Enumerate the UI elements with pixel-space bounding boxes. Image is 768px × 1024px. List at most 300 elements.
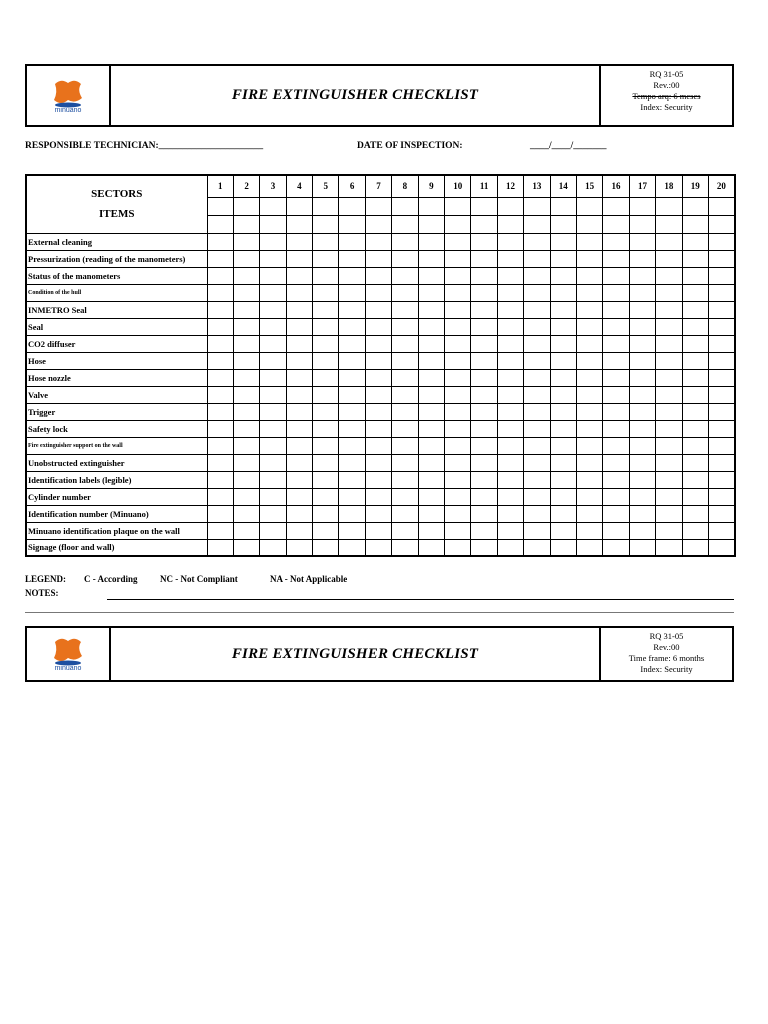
check-cell[interactable]: [629, 522, 655, 539]
check-cell[interactable]: [392, 250, 418, 267]
check-cell[interactable]: [339, 301, 365, 318]
notes-line[interactable]: [107, 599, 734, 600]
check-cell[interactable]: [524, 437, 550, 454]
sector-cell[interactable]: [550, 197, 576, 215]
check-cell[interactable]: [656, 318, 682, 335]
check-cell[interactable]: [682, 505, 708, 522]
check-cell[interactable]: [445, 488, 471, 505]
check-cell[interactable]: [656, 284, 682, 301]
check-cell[interactable]: [313, 318, 339, 335]
check-cell[interactable]: [418, 403, 444, 420]
check-cell[interactable]: [339, 403, 365, 420]
check-cell[interactable]: [576, 437, 602, 454]
check-cell[interactable]: [656, 471, 682, 488]
check-cell[interactable]: [365, 267, 391, 284]
check-cell[interactable]: [365, 233, 391, 250]
check-cell[interactable]: [286, 488, 312, 505]
check-cell[interactable]: [603, 403, 629, 420]
check-cell[interactable]: [497, 539, 523, 556]
check-cell[interactable]: [708, 488, 734, 505]
check-cell[interactable]: [313, 301, 339, 318]
check-cell[interactable]: [260, 420, 286, 437]
check-cell[interactable]: [418, 250, 444, 267]
sector-cell[interactable]: [471, 215, 497, 233]
check-cell[interactable]: [708, 437, 734, 454]
check-cell[interactable]: [629, 454, 655, 471]
check-cell[interactable]: [524, 318, 550, 335]
check-cell[interactable]: [286, 454, 312, 471]
check-cell[interactable]: [365, 437, 391, 454]
check-cell[interactable]: [260, 471, 286, 488]
check-cell[interactable]: [524, 284, 550, 301]
check-cell[interactable]: [260, 403, 286, 420]
check-cell[interactable]: [260, 505, 286, 522]
check-cell[interactable]: [524, 301, 550, 318]
check-cell[interactable]: [233, 471, 259, 488]
check-cell[interactable]: [313, 539, 339, 556]
check-cell[interactable]: [233, 335, 259, 352]
check-cell[interactable]: [603, 318, 629, 335]
check-cell[interactable]: [603, 335, 629, 352]
check-cell[interactable]: [313, 420, 339, 437]
check-cell[interactable]: [708, 233, 734, 250]
check-cell[interactable]: [656, 369, 682, 386]
check-cell[interactable]: [286, 335, 312, 352]
check-cell[interactable]: [524, 386, 550, 403]
check-cell[interactable]: [576, 539, 602, 556]
check-cell[interactable]: [445, 454, 471, 471]
sector-cell[interactable]: [497, 197, 523, 215]
check-cell[interactable]: [471, 403, 497, 420]
check-cell[interactable]: [286, 250, 312, 267]
check-cell[interactable]: [603, 267, 629, 284]
check-cell[interactable]: [603, 284, 629, 301]
check-cell[interactable]: [471, 522, 497, 539]
sector-cell[interactable]: [603, 197, 629, 215]
check-cell[interactable]: [418, 522, 444, 539]
check-cell[interactable]: [445, 403, 471, 420]
check-cell[interactable]: [207, 403, 233, 420]
check-cell[interactable]: [524, 505, 550, 522]
check-cell[interactable]: [471, 386, 497, 403]
check-cell[interactable]: [708, 369, 734, 386]
check-cell[interactable]: [418, 369, 444, 386]
technician-field[interactable]: RESPONSIBLE TECHNICIAN:______________________: [25, 141, 264, 151]
check-cell[interactable]: [392, 403, 418, 420]
check-cell[interactable]: [682, 403, 708, 420]
check-cell[interactable]: [286, 369, 312, 386]
check-cell[interactable]: [576, 420, 602, 437]
check-cell[interactable]: [603, 233, 629, 250]
check-cell[interactable]: [629, 233, 655, 250]
check-cell[interactable]: [445, 369, 471, 386]
check-cell[interactable]: [207, 420, 233, 437]
sector-cell[interactable]: [603, 215, 629, 233]
check-cell[interactable]: [313, 233, 339, 250]
check-cell[interactable]: [629, 386, 655, 403]
check-cell[interactable]: [576, 301, 602, 318]
check-cell[interactable]: [260, 250, 286, 267]
check-cell[interactable]: [339, 522, 365, 539]
sector-cell[interactable]: [207, 197, 233, 215]
check-cell[interactable]: [708, 403, 734, 420]
sector-cell[interactable]: [656, 197, 682, 215]
check-cell[interactable]: [656, 420, 682, 437]
check-cell[interactable]: [550, 284, 576, 301]
check-cell[interactable]: [576, 369, 602, 386]
sector-cell[interactable]: [682, 197, 708, 215]
check-cell[interactable]: [207, 505, 233, 522]
check-cell[interactable]: [392, 369, 418, 386]
check-cell[interactable]: [708, 420, 734, 437]
check-cell[interactable]: [313, 454, 339, 471]
check-cell[interactable]: [445, 267, 471, 284]
check-cell[interactable]: [524, 420, 550, 437]
check-cell[interactable]: [603, 420, 629, 437]
check-cell[interactable]: [603, 250, 629, 267]
check-cell[interactable]: [656, 352, 682, 369]
check-cell[interactable]: [418, 454, 444, 471]
check-cell[interactable]: [313, 267, 339, 284]
check-cell[interactable]: [576, 403, 602, 420]
check-cell[interactable]: [550, 386, 576, 403]
check-cell[interactable]: [339, 437, 365, 454]
sector-cell[interactable]: [497, 215, 523, 233]
check-cell[interactable]: [260, 233, 286, 250]
check-cell[interactable]: [445, 284, 471, 301]
sector-cell[interactable]: [418, 197, 444, 215]
check-cell[interactable]: [682, 522, 708, 539]
check-cell[interactable]: [313, 403, 339, 420]
sector-cell[interactable]: [629, 215, 655, 233]
check-cell[interactable]: [576, 488, 602, 505]
check-cell[interactable]: [445, 335, 471, 352]
check-cell[interactable]: [471, 335, 497, 352]
check-cell[interactable]: [497, 403, 523, 420]
check-cell[interactable]: [286, 437, 312, 454]
check-cell[interactable]: [418, 284, 444, 301]
check-cell[interactable]: [603, 539, 629, 556]
check-cell[interactable]: [550, 471, 576, 488]
check-cell[interactable]: [576, 352, 602, 369]
check-cell[interactable]: [524, 539, 550, 556]
check-cell[interactable]: [445, 522, 471, 539]
check-cell[interactable]: [524, 471, 550, 488]
check-cell[interactable]: [629, 301, 655, 318]
check-cell[interactable]: [207, 335, 233, 352]
check-cell[interactable]: [418, 267, 444, 284]
check-cell[interactable]: [576, 471, 602, 488]
check-cell[interactable]: [682, 250, 708, 267]
check-cell[interactable]: [524, 488, 550, 505]
sector-cell[interactable]: [233, 215, 259, 233]
check-cell[interactable]: [550, 505, 576, 522]
check-cell[interactable]: [497, 420, 523, 437]
check-cell[interactable]: [576, 386, 602, 403]
sector-cell[interactable]: [576, 197, 602, 215]
check-cell[interactable]: [629, 471, 655, 488]
check-cell[interactable]: [550, 539, 576, 556]
check-cell[interactable]: [418, 386, 444, 403]
check-cell[interactable]: [471, 454, 497, 471]
check-cell[interactable]: [576, 522, 602, 539]
check-cell[interactable]: [445, 437, 471, 454]
check-cell[interactable]: [708, 267, 734, 284]
check-cell[interactable]: [233, 437, 259, 454]
check-cell[interactable]: [365, 488, 391, 505]
check-cell[interactable]: [207, 233, 233, 250]
check-cell[interactable]: [286, 505, 312, 522]
check-cell[interactable]: [550, 250, 576, 267]
check-cell[interactable]: [445, 250, 471, 267]
check-cell[interactable]: [233, 454, 259, 471]
check-cell[interactable]: [286, 352, 312, 369]
check-cell[interactable]: [207, 301, 233, 318]
check-cell[interactable]: [497, 369, 523, 386]
check-cell[interactable]: [233, 488, 259, 505]
check-cell[interactable]: [682, 386, 708, 403]
check-cell[interactable]: [682, 369, 708, 386]
check-cell[interactable]: [576, 318, 602, 335]
sector-cell[interactable]: [629, 197, 655, 215]
sector-cell[interactable]: [550, 215, 576, 233]
check-cell[interactable]: [339, 488, 365, 505]
check-cell[interactable]: [392, 352, 418, 369]
check-cell[interactable]: [260, 335, 286, 352]
check-cell[interactable]: [392, 488, 418, 505]
sector-cell[interactable]: [445, 197, 471, 215]
check-cell[interactable]: [682, 335, 708, 352]
check-cell[interactable]: [233, 301, 259, 318]
check-cell[interactable]: [207, 267, 233, 284]
check-cell[interactable]: [365, 505, 391, 522]
check-cell[interactable]: [471, 505, 497, 522]
check-cell[interactable]: [365, 539, 391, 556]
sector-cell[interactable]: [365, 197, 391, 215]
check-cell[interactable]: [233, 420, 259, 437]
check-cell[interactable]: [286, 420, 312, 437]
check-cell[interactable]: [708, 352, 734, 369]
sector-cell[interactable]: [471, 197, 497, 215]
check-cell[interactable]: [207, 386, 233, 403]
check-cell[interactable]: [233, 403, 259, 420]
check-cell[interactable]: [576, 505, 602, 522]
check-cell[interactable]: [365, 284, 391, 301]
check-cell[interactable]: [286, 403, 312, 420]
check-cell[interactable]: [550, 267, 576, 284]
check-cell[interactable]: [550, 233, 576, 250]
check-cell[interactable]: [497, 284, 523, 301]
check-cell[interactable]: [365, 420, 391, 437]
sector-cell[interactable]: [260, 197, 286, 215]
check-cell[interactable]: [629, 267, 655, 284]
check-cell[interactable]: [339, 505, 365, 522]
check-cell[interactable]: [603, 369, 629, 386]
check-cell[interactable]: [576, 233, 602, 250]
check-cell[interactable]: [286, 284, 312, 301]
check-cell[interactable]: [656, 335, 682, 352]
check-cell[interactable]: [207, 539, 233, 556]
check-cell[interactable]: [339, 335, 365, 352]
check-cell[interactable]: [313, 488, 339, 505]
check-cell[interactable]: [471, 539, 497, 556]
check-cell[interactable]: [550, 352, 576, 369]
check-cell[interactable]: [471, 250, 497, 267]
check-cell[interactable]: [682, 420, 708, 437]
check-cell[interactable]: [629, 335, 655, 352]
check-cell[interactable]: [365, 335, 391, 352]
check-cell[interactable]: [629, 403, 655, 420]
check-cell[interactable]: [497, 301, 523, 318]
check-cell[interactable]: [365, 454, 391, 471]
check-cell[interactable]: [682, 301, 708, 318]
check-cell[interactable]: [550, 335, 576, 352]
sector-cell[interactable]: [524, 197, 550, 215]
check-cell[interactable]: [497, 250, 523, 267]
check-cell[interactable]: [418, 488, 444, 505]
sector-cell[interactable]: [339, 215, 365, 233]
check-cell[interactable]: [682, 471, 708, 488]
check-cell[interactable]: [233, 522, 259, 539]
sector-cell[interactable]: [708, 197, 734, 215]
check-cell[interactable]: [682, 539, 708, 556]
check-cell[interactable]: [708, 522, 734, 539]
check-cell[interactable]: [286, 233, 312, 250]
check-cell[interactable]: [708, 471, 734, 488]
check-cell[interactable]: [339, 420, 365, 437]
check-cell[interactable]: [339, 454, 365, 471]
check-cell[interactable]: [524, 267, 550, 284]
check-cell[interactable]: [682, 267, 708, 284]
check-cell[interactable]: [682, 318, 708, 335]
check-cell[interactable]: [339, 318, 365, 335]
check-cell[interactable]: [207, 522, 233, 539]
check-cell[interactable]: [445, 539, 471, 556]
check-cell[interactable]: [392, 233, 418, 250]
check-cell[interactable]: [418, 233, 444, 250]
check-cell[interactable]: [524, 250, 550, 267]
check-cell[interactable]: [365, 522, 391, 539]
check-cell[interactable]: [207, 454, 233, 471]
check-cell[interactable]: [629, 318, 655, 335]
check-cell[interactable]: [339, 471, 365, 488]
check-cell[interactable]: [207, 284, 233, 301]
check-cell[interactable]: [233, 267, 259, 284]
check-cell[interactable]: [286, 267, 312, 284]
check-cell[interactable]: [603, 522, 629, 539]
check-cell[interactable]: [286, 301, 312, 318]
check-cell[interactable]: [708, 284, 734, 301]
check-cell[interactable]: [603, 454, 629, 471]
check-cell[interactable]: [656, 301, 682, 318]
check-cell[interactable]: [497, 233, 523, 250]
check-cell[interactable]: [656, 522, 682, 539]
check-cell[interactable]: [392, 267, 418, 284]
check-cell[interactable]: [603, 488, 629, 505]
check-cell[interactable]: [365, 352, 391, 369]
sector-cell[interactable]: [708, 215, 734, 233]
check-cell[interactable]: [471, 284, 497, 301]
check-cell[interactable]: [392, 539, 418, 556]
check-cell[interactable]: [418, 301, 444, 318]
check-cell[interactable]: [260, 267, 286, 284]
check-cell[interactable]: [286, 386, 312, 403]
check-cell[interactable]: [445, 505, 471, 522]
check-cell[interactable]: [550, 454, 576, 471]
check-cell[interactable]: [471, 420, 497, 437]
check-cell[interactable]: [682, 488, 708, 505]
check-cell[interactable]: [339, 369, 365, 386]
check-cell[interactable]: [471, 437, 497, 454]
check-cell[interactable]: [392, 420, 418, 437]
check-cell[interactable]: [207, 471, 233, 488]
check-cell[interactable]: [260, 284, 286, 301]
check-cell[interactable]: [313, 386, 339, 403]
check-cell[interactable]: [313, 505, 339, 522]
check-cell[interactable]: [418, 539, 444, 556]
check-cell[interactable]: [656, 403, 682, 420]
check-cell[interactable]: [313, 437, 339, 454]
check-cell[interactable]: [629, 284, 655, 301]
check-cell[interactable]: [656, 539, 682, 556]
check-cell[interactable]: [207, 352, 233, 369]
check-cell[interactable]: [708, 386, 734, 403]
check-cell[interactable]: [365, 250, 391, 267]
check-cell[interactable]: [656, 233, 682, 250]
check-cell[interactable]: [471, 471, 497, 488]
check-cell[interactable]: [497, 437, 523, 454]
check-cell[interactable]: [260, 352, 286, 369]
check-cell[interactable]: [550, 301, 576, 318]
check-cell[interactable]: [313, 522, 339, 539]
check-cell[interactable]: [603, 471, 629, 488]
check-cell[interactable]: [497, 488, 523, 505]
check-cell[interactable]: [682, 352, 708, 369]
check-cell[interactable]: [207, 369, 233, 386]
check-cell[interactable]: [233, 284, 259, 301]
check-cell[interactable]: [260, 454, 286, 471]
check-cell[interactable]: [708, 454, 734, 471]
check-cell[interactable]: [392, 386, 418, 403]
check-cell[interactable]: [233, 386, 259, 403]
check-cell[interactable]: [656, 505, 682, 522]
check-cell[interactable]: [339, 539, 365, 556]
check-cell[interactable]: [524, 233, 550, 250]
sector-cell[interactable]: [682, 215, 708, 233]
check-cell[interactable]: [471, 369, 497, 386]
check-cell[interactable]: [445, 301, 471, 318]
check-cell[interactable]: [497, 335, 523, 352]
check-cell[interactable]: [233, 352, 259, 369]
check-cell[interactable]: [260, 522, 286, 539]
check-cell[interactable]: [233, 233, 259, 250]
check-cell[interactable]: [392, 301, 418, 318]
check-cell[interactable]: [207, 437, 233, 454]
sector-cell[interactable]: [392, 197, 418, 215]
check-cell[interactable]: [524, 335, 550, 352]
check-cell[interactable]: [629, 369, 655, 386]
check-cell[interactable]: [471, 267, 497, 284]
sector-cell[interactable]: [445, 215, 471, 233]
check-cell[interactable]: [418, 437, 444, 454]
check-cell[interactable]: [365, 369, 391, 386]
check-cell[interactable]: [603, 505, 629, 522]
check-cell[interactable]: [603, 301, 629, 318]
check-cell[interactable]: [365, 301, 391, 318]
sector-cell[interactable]: [392, 215, 418, 233]
sector-cell[interactable]: [286, 197, 312, 215]
check-cell[interactable]: [313, 471, 339, 488]
